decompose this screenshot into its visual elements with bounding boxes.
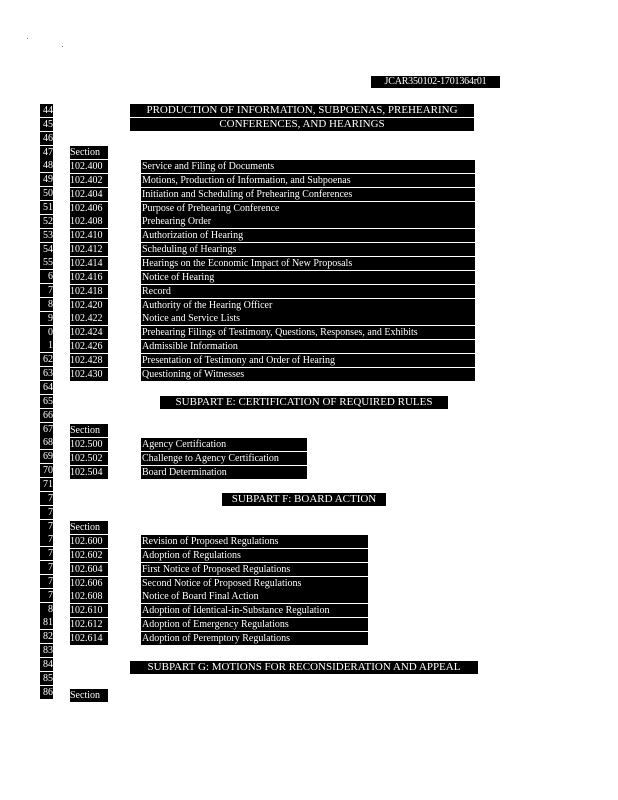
section-number: 102.424 bbox=[70, 326, 108, 339]
section-number: 102.402 bbox=[70, 174, 108, 187]
section-title: Admissible Information bbox=[141, 340, 475, 353]
section-title: Challenge to Agency Certification bbox=[141, 452, 307, 465]
line-number: 46 bbox=[40, 132, 53, 145]
section-title: First Notice of Proposed Regulations bbox=[141, 563, 368, 576]
section-title: Service and Filing of Documents bbox=[141, 160, 475, 173]
section-title: Purpose of Prehearing Conference bbox=[141, 202, 475, 215]
section-number: 102.420 bbox=[70, 299, 108, 312]
subpart-e-heading: SUBPART E: CERTIFICATION OF REQUIRED RULES bbox=[160, 396, 448, 409]
subpart-f-section-label: Section bbox=[70, 521, 108, 534]
line-number: 67 bbox=[40, 423, 53, 436]
section-number: 102.416 bbox=[70, 271, 108, 284]
subpart-d-heading-line2: CONFERENCES, AND HEARINGS bbox=[130, 118, 474, 131]
section-number: 102.500 bbox=[70, 438, 108, 451]
line-number: 69 bbox=[40, 450, 53, 463]
section-number: 102.412 bbox=[70, 243, 108, 256]
section-title: Adoption of Peremptory Regulations bbox=[141, 632, 368, 645]
scan-speck bbox=[27, 38, 28, 39]
line-number: 71 bbox=[40, 478, 53, 491]
line-number: 52 bbox=[40, 215, 53, 228]
line-number: 1 bbox=[40, 339, 53, 352]
line-number: 70 bbox=[40, 464, 53, 477]
line-number: 68 bbox=[40, 436, 53, 449]
section-number: 102.614 bbox=[70, 632, 108, 645]
section-title: Questioning of Witnesses bbox=[141, 368, 475, 381]
section-title: Initiation and Scheduling of Prehearing Conferences bbox=[141, 188, 475, 201]
line-number: 63 bbox=[40, 367, 53, 380]
section-number: 102.502 bbox=[70, 452, 108, 465]
section-title: Motions, Production of Information, and Subpoenas bbox=[141, 174, 475, 187]
line-number: 45 bbox=[40, 118, 53, 131]
line-number: 8 bbox=[40, 603, 53, 616]
line-number: 9 bbox=[40, 312, 53, 325]
line-number: 47 bbox=[40, 146, 53, 159]
section-title: Notice of Hearing bbox=[141, 271, 475, 284]
section-number: 102.406 bbox=[70, 202, 108, 215]
line-number: 7 bbox=[40, 561, 53, 574]
section-title: Adoption of Identical-in-Substance Regulation bbox=[141, 604, 368, 617]
line-number: 7 bbox=[40, 589, 53, 602]
section-title: Notice of Board Final Action bbox=[141, 590, 368, 603]
line-number: 50 bbox=[40, 187, 53, 200]
subpart-f-heading: SUBPART F: BOARD ACTION bbox=[222, 493, 386, 506]
section-title: Adoption of Emergency Regulations bbox=[141, 618, 368, 631]
subpart-g-heading: SUBPART G: MOTIONS FOR RECONSIDERATION AND APPEAL bbox=[130, 661, 478, 674]
section-number: 102.504 bbox=[70, 466, 108, 479]
section-number: 102.400 bbox=[70, 160, 108, 173]
section-number: 102.606 bbox=[70, 577, 108, 590]
line-number: 81 bbox=[40, 616, 53, 629]
line-number: 7 bbox=[40, 492, 53, 505]
section-title: Record bbox=[141, 285, 475, 298]
section-number: 102.608 bbox=[70, 590, 108, 603]
section-number: 102.414 bbox=[70, 257, 108, 270]
line-number: 62 bbox=[40, 353, 53, 366]
line-number: 51 bbox=[40, 201, 53, 214]
line-number: 86 bbox=[40, 686, 53, 699]
document-header-id: JCAR350102-1701364r01 bbox=[371, 76, 500, 88]
line-number: 0 bbox=[40, 326, 53, 339]
line-number: 85 bbox=[40, 672, 53, 685]
section-title: Authority of the Hearing Officer bbox=[141, 299, 475, 312]
section-number: 102.604 bbox=[70, 563, 108, 576]
section-number: 102.602 bbox=[70, 549, 108, 562]
subpart-d-heading-line1: PRODUCTION OF INFORMATION, SUBPOENAS, PREHEARING bbox=[130, 104, 474, 117]
line-number: 82 bbox=[40, 630, 53, 643]
line-number: 7 bbox=[40, 506, 53, 519]
section-title: Revision of Proposed Regulations bbox=[141, 535, 368, 548]
line-number: 48 bbox=[40, 159, 53, 172]
subpart-g-section-label: Section bbox=[70, 689, 108, 702]
section-title: Authorization of Hearing bbox=[141, 229, 475, 242]
line-number: 6 bbox=[40, 270, 53, 283]
section-title: Prehearing Order bbox=[141, 215, 475, 228]
section-title: Scheduling of Hearings bbox=[141, 243, 475, 256]
line-number: 7 bbox=[40, 284, 53, 297]
section-number: 102.600 bbox=[70, 535, 108, 548]
line-number: 44 bbox=[40, 104, 53, 117]
section-number: 102.426 bbox=[70, 340, 108, 353]
section-number: 102.422 bbox=[70, 312, 108, 325]
subpart-e-section-label: Section bbox=[70, 424, 108, 437]
line-number: 65 bbox=[40, 395, 53, 408]
line-number: 7 bbox=[40, 533, 53, 546]
line-number: 64 bbox=[40, 381, 53, 394]
line-number: 84 bbox=[40, 658, 53, 671]
subpart-d-section-label: Section bbox=[70, 146, 108, 159]
section-title: Hearings on the Economic Impact of New Proposals bbox=[141, 257, 475, 270]
section-title: Agency Certification bbox=[141, 438, 307, 451]
section-number: 102.410 bbox=[70, 229, 108, 242]
section-title: Board Determination bbox=[141, 466, 307, 479]
section-number: 102.408 bbox=[70, 215, 108, 228]
line-number: 7 bbox=[40, 575, 53, 588]
section-number: 102.610 bbox=[70, 604, 108, 617]
section-title: Prehearing Filings of Testimony, Questions, Responses, and Exhibits bbox=[141, 326, 475, 339]
line-number: 54 bbox=[40, 243, 53, 256]
line-number: 7 bbox=[40, 520, 53, 533]
section-number: 102.404 bbox=[70, 188, 108, 201]
section-number: 102.612 bbox=[70, 618, 108, 631]
line-number: 55 bbox=[40, 256, 53, 269]
scan-speck bbox=[62, 46, 63, 47]
section-title: Second Notice of Proposed Regulations bbox=[141, 577, 368, 590]
line-number: 49 bbox=[40, 173, 53, 186]
line-number: 8 bbox=[40, 298, 53, 311]
section-number: 102.418 bbox=[70, 285, 108, 298]
section-number: 102.430 bbox=[70, 368, 108, 381]
section-title: Notice and Service Lists bbox=[141, 312, 475, 325]
line-number: 83 bbox=[40, 644, 53, 657]
line-number: 7 bbox=[40, 547, 53, 560]
section-title: Adoption of Regulations bbox=[141, 549, 368, 562]
line-number: 66 bbox=[40, 409, 53, 422]
section-title: Presentation of Testimony and Order of Hearing bbox=[141, 354, 475, 367]
line-number: 53 bbox=[40, 229, 53, 242]
section-number: 102.428 bbox=[70, 354, 108, 367]
